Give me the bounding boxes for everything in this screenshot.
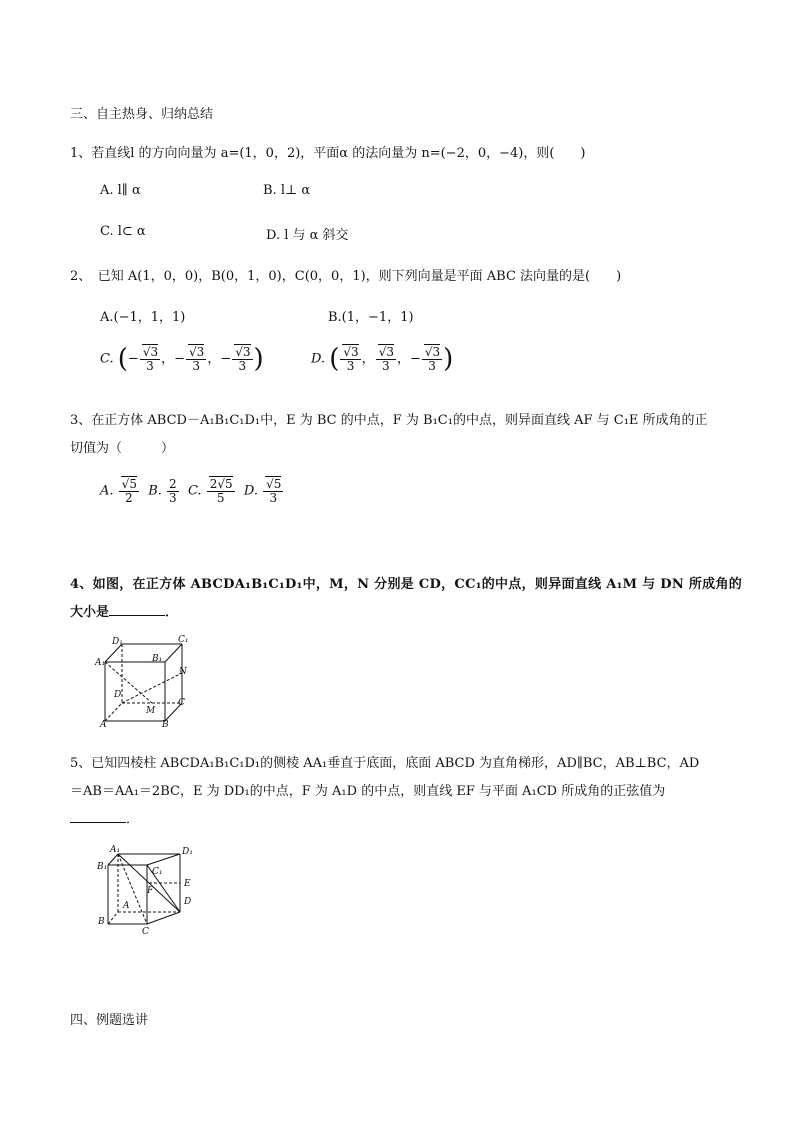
answer-blank — [109, 615, 165, 616]
section-3-title: 三、自主热身、归纳总结 — [70, 107, 214, 122]
fraction: $\frac{√3}{3}$ — [376, 346, 396, 372]
edge — [147, 912, 180, 924]
segment-a1m — [105, 662, 152, 703]
q3-option-c-label: C. — [187, 483, 202, 499]
edge — [147, 854, 180, 865]
label-f: F — [147, 886, 154, 896]
q4-stem-line2: 大小是 ． — [70, 605, 179, 620]
fraction: $\frac{√3}{3}$ — [232, 346, 252, 372]
q3-option-a-label: A. — [100, 483, 114, 499]
q3-option-a-fraction: $\frac{√5}{2}$ — [119, 478, 139, 504]
label-b1: B₁ — [97, 862, 108, 872]
fraction: $\frac{√3}{3}$ — [140, 346, 160, 372]
label-n: N — [179, 667, 187, 677]
q2-option-b: B.(1，−1，1) — [328, 310, 414, 325]
q1-option-c: C. l⊂ α — [100, 224, 146, 239]
q3-options — [100, 478, 284, 504]
label-a: A — [100, 720, 107, 730]
q3-stem-line2: 切值为（ ） — [70, 441, 175, 456]
label-b1: B₁ — [152, 654, 163, 664]
label-d1: D₁ — [112, 637, 123, 647]
fraction: $\frac{√3}{3}$ — [186, 346, 206, 372]
q5-stem-line1: 5、已知四棱柱 ABCDA₁B₁C₁D₁的侧棱 AA₁垂直于底面，底面 ABCD 为直角梯形，AD∥BC，AB⊥BC，AD — [70, 756, 700, 771]
label-d: D — [184, 897, 192, 907]
q2-option-d: D. ( $\frac{√3}{3}$ ， $\frac{√3}{3}$ ，− $\frac{√3}{3}$ ) — [311, 344, 454, 374]
label-a: A — [123, 901, 130, 911]
q3-option-b-fraction: $\frac{2}{3}$ — [169, 477, 177, 505]
label-c1: C₁ — [178, 635, 189, 645]
segment-dn — [122, 673, 182, 703]
answer-blank — [70, 822, 126, 823]
q2-option-c: C. (− $\frac{√3}{3}$ ，− $\frac{√3}{3}$ ，− $\frac{√3}{3}$ ) — [100, 344, 264, 374]
q3-option-d-fraction: $\frac{√5}{3}$ — [263, 478, 283, 504]
q4-stem-line1: 4、如图，在正方体 ABCDA₁B₁C₁D₁中，M，N 分别是 CD，CC₁的中点，则异面直线 A₁M 与 DN 所成角的 — [70, 577, 743, 592]
section-4-title: 四、例题选讲 — [70, 1013, 149, 1028]
label-b: B — [98, 917, 105, 927]
fraction: $\frac{√3}{3}$ — [340, 346, 360, 372]
q2-option-a: A.(−1，1，1) — [100, 310, 186, 325]
q1-option-d: D. l 与 α 斜交 — [266, 228, 349, 243]
q3-stem-line1: 3、在正方体 ABCD－A₁B₁C₁D₁中，E 为 BC 的中点，F 为 B₁C₁的中点，则异面直线 AF 与 C₁E 所成角的正 — [70, 413, 708, 428]
label-d1: D₁ — [182, 847, 193, 857]
label-a1: A₁ — [110, 845, 121, 855]
q1-option-b: B. l⊥ α — [263, 183, 311, 198]
q1-option-a: A. l∥ α — [100, 183, 141, 198]
label-c1: C₁ — [152, 867, 163, 877]
edge — [165, 644, 182, 662]
label-d: D — [114, 690, 122, 700]
hidden-edge — [105, 703, 122, 721]
q2-stem: 2、 已知 A(1，0，0)，B(0，1，0)，C(0，0，1)，则下列向量是平面 ABC 法向量的是( ) — [70, 269, 622, 284]
q5-stem-line3: ． — [70, 808, 139, 827]
q1-stem: 1、若直线l 的方向向量为 a=(1，0，2)，平面α 的法向量为 n=(−2，0，−4)，则( ) — [70, 146, 586, 161]
q3-option-d-label: D. — [243, 483, 258, 499]
edge — [108, 854, 118, 865]
q2-option-c-label: C. — [100, 351, 114, 367]
label-b: B — [162, 720, 169, 730]
label-c: C — [142, 927, 149, 937]
q3-option-b-label: B. — [148, 483, 162, 499]
q5-stem-line2: ＝AB＝AA₁＝2BC，E 为 DD₁的中点，F 为 A₁D 的中点，则直线 EF 与平面 A₁CD 所成角的正弦值为 — [70, 784, 666, 799]
q5-prism-figure — [92, 842, 212, 942]
label-m: M — [146, 706, 156, 716]
q4-cube-figure — [92, 632, 202, 732]
label-c: C — [178, 698, 185, 708]
label-e: E — [184, 879, 191, 889]
hidden-edge — [108, 912, 118, 924]
q2-option-d-label: D. — [311, 351, 326, 367]
label-a1: A₁ — [95, 658, 106, 668]
fraction: $\frac{√3}{3}$ — [422, 346, 442, 372]
q3-option-c-fraction: $\frac{2√5}{5}$ — [207, 478, 235, 504]
